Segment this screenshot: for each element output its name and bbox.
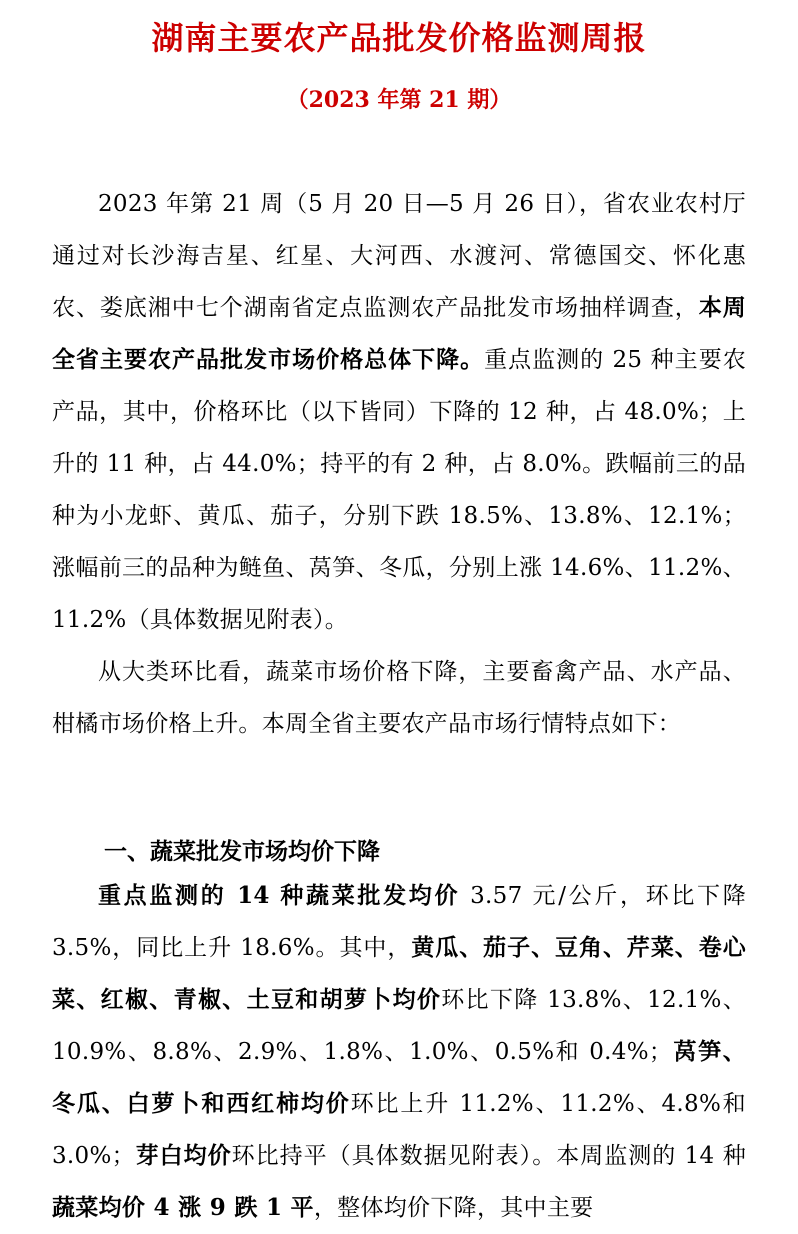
vegetable-avg-label: 重点监测的 14 种蔬菜批发均价 xyxy=(98,882,461,909)
summary-paragraph xyxy=(52,178,746,646)
vegetables-rise-rates: 环比上升 11.2%、11.2%、4.8%和 3.0%； xyxy=(52,1091,746,1169)
summary-intro: 2023 年第 21 周（5 月 20 日—5 月 26 日），省农业农村厅通过对长沙海吉星、红星、大河西、水渡河、常德国交、怀化惠农、娄底湘中七个湖南省定点监测农产品批发市场抽样调查， xyxy=(52,191,746,321)
issue-number: （2023 年第 21 期） xyxy=(286,87,512,113)
category-overview-paragraph: 从大类环比看，蔬菜市场价格下降，主要畜禽产品、水产品、柑橘市场价格上升。本周全省主要农产品市场行情特点如下： xyxy=(52,659,746,737)
vegetables-flat-list: 芽白均价 xyxy=(134,1142,232,1169)
vegetables-trailing-text: ，整体均价下降，其中主要 xyxy=(313,1195,594,1221)
summary-highlight: 本周全省主要农产品批发市场价格总体下降。 xyxy=(52,294,746,373)
section-heading-vegetables: 一、蔬菜批发市场均价下降 xyxy=(104,838,380,865)
vegetables-decline-list: 黄瓜、茄子、豆角、芹菜、卷心菜、红椒、青椒、土豆和胡萝卜均价 xyxy=(52,934,746,1013)
summary-details: 重点监测的 25 种主要农产品，其中，价格环比（以下皆同）下降的 12 种，占 48.0%；上升的 11 种，占 44.0%；持平的有 2 种，占 8.0%。跌幅前三的品种为小龙虾、黄瓜、茄子，分别下跌 18.5%、13.8%、12.1%；涨幅前三的品种为鲢鱼、莴笋、冬瓜，分别上涨 14.6%、11.2%、11.2%（具体数据见附表）。 xyxy=(52,347,746,633)
vegetable-section-paragraph xyxy=(52,870,746,1221)
vegetable-avg-value: 3.57 元/公斤，环比下降 3.5%，同比上升 18.6%。其中， xyxy=(52,883,746,961)
vegetables-rise-list: 莴笋、冬瓜、白萝卜和西红柿均价 xyxy=(52,1038,746,1117)
vegetables-count-summary: 蔬菜均价 4 涨 9 跌 1 平 xyxy=(52,1194,314,1221)
document-title: 湖南主要农产品批发价格监测周报 xyxy=(151,19,647,57)
vegetables-flat-note: 环比持平（具体数据见附表）。本周监测的 14 种 xyxy=(231,1143,746,1169)
vegetables-decline-rates: 环比下降 13.8%、12.1%、10.9%、8.8%、2.9%、1.8%、1.0%、0.5%和 0.4%； xyxy=(52,987,746,1065)
